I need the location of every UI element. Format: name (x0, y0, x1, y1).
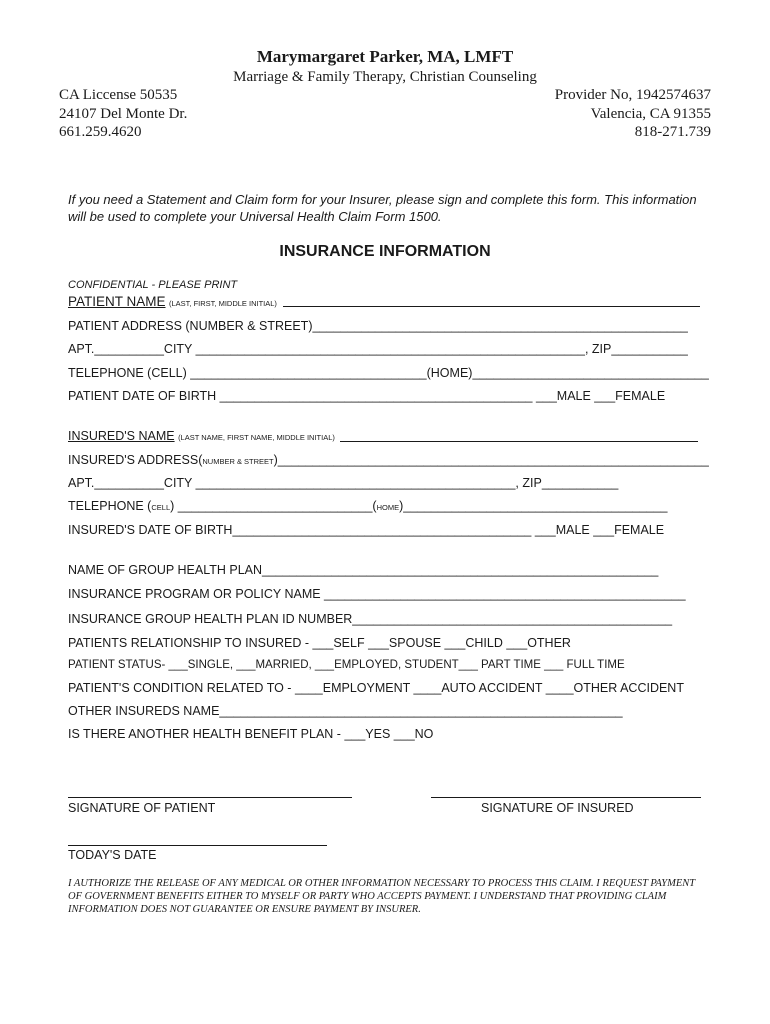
insured-apt-city-zip-field[interactable]: APT.__________CITY ______________________________________________, ZIP___________ (68, 476, 619, 490)
insured-home-line: )______________________________________ (399, 499, 668, 513)
insured-tel-label: TELEPHONE ( (68, 499, 152, 513)
insured-telephone-field[interactable] (68, 499, 667, 513)
patient-signature-line[interactable] (68, 797, 352, 798)
practitioner-name: Marymargaret Parker, MA, LMFT (256, 47, 514, 66)
section-heading: INSURANCE INFORMATION (279, 243, 491, 260)
insured-address-hint: NUMBER & STREET (202, 457, 274, 466)
license-number: CA Liccense 50535 (59, 87, 178, 103)
insured-address-line: )______________________________________________________________ (273, 453, 709, 467)
insured-cell-line: ) ____________________________( (170, 499, 377, 513)
insured-address-label: INSURED'S ADDRESS( (68, 453, 203, 467)
insured-signature-label: SIGNATURE OF INSURED (481, 801, 634, 815)
insured-address-field[interactable] (68, 453, 709, 467)
patient-status-field[interactable]: PATIENT STATUS- ___SINGLE, ___MARRIED, ___EMPLOYED, STUDENT___ PART TIME ___ FULL TIME (68, 659, 625, 671)
insured-cell-hint: CELL (151, 503, 171, 512)
patient-telephone-field[interactable]: TELEPHONE (CELL) __________________________________(HOME)__________________________________ (68, 366, 709, 380)
group-health-plan-field[interactable]: NAME OF GROUP HEALTH PLAN_________________________________________________________ (68, 563, 659, 577)
patient-address-field[interactable]: PATIENT ADDRESS (NUMBER & STREET)______________________________________________________ (68, 319, 688, 333)
authorization-text: I AUTHORIZE THE RELEASE OF ANY MEDICAL OR OTHER INFORMATION NECESSARY TO PROCESS THIS CLAIM. I REQUEST PAYMENT OF GOVERNMENT BENEFITS EITHER TO MYSELF OR PARTY WHO ACCEPTS PAYMENT. I UNDERSTAND THAT PROVIDING CLAIM INFORMATION DOES NOT GUARANTEE OR ENSURE PAYMENT BY INSURER. (68, 878, 695, 915)
phone-left: 661.259.4620 (59, 124, 142, 140)
practice-subtitle: Marriage & Family Therapy, Christian Counseling (233, 69, 537, 85)
patient-signature-label: SIGNATURE OF PATIENT (68, 801, 216, 815)
insured-name-hint: (LAST NAME, FIRST NAME, MIDDLE INITIAL) (178, 433, 335, 442)
other-insureds-field[interactable]: OTHER INSUREDS NAME__________________________________________________________ (68, 704, 623, 718)
relationship-field[interactable]: PATIENTS RELATIONSHIP TO INSURED - ___SELF ___SPOUSE ___CHILD ___OTHER (68, 636, 571, 650)
patient-dob-sex-field[interactable]: PATIENT DATE OF BIRTH _____________________________________________ ___MALE ___FEMALE (68, 389, 666, 403)
insured-name-label: INSURED'S NAME (68, 429, 175, 443)
street-address: 24107 Del Monte Dr. (59, 106, 188, 122)
todays-date-label: TODAY'S DATE (68, 848, 157, 862)
plan-id-field[interactable]: INSURANCE GROUP HEALTH PLAN ID NUMBER______________________________________________ (68, 612, 673, 626)
phone-right: 818-271.739 (634, 124, 711, 140)
confidential-note: CONFIDENTIAL - PLEASE PRINT (68, 279, 238, 291)
insured-home-hint: HOME (376, 503, 400, 512)
intro-text: If you need a Statement and Claim form for your Insurer, please sign and complete this form. This information will be used to complete your Universal Health Claim Form 1500. (68, 192, 697, 224)
condition-field[interactable]: PATIENT'S CONDITION RELATED TO - ____EMPLOYMENT ____AUTO ACCIDENT ____OTHER ACCIDENT (68, 681, 684, 695)
date-line[interactable] (68, 845, 327, 846)
insured-signature-line[interactable] (431, 797, 701, 798)
another-plan-field[interactable]: IS THERE ANOTHER HEALTH BENEFIT PLAN - ___YES ___NO (68, 727, 434, 741)
provider-number: Provider No, 1942574637 (554, 87, 711, 103)
patient-name-label: PATIENT NAME (68, 294, 166, 309)
patient-name-line[interactable] (283, 306, 700, 307)
patient-name-field[interactable] (68, 294, 277, 309)
insured-dob-sex-field[interactable]: INSURED'S DATE OF BIRTH___________________________________________ ___MALE ___FEMALE (68, 523, 665, 537)
patient-apt-city-zip-field[interactable]: APT.__________CITY ________________________________________________________, ZIP___________ (68, 342, 688, 356)
insured-name-field[interactable] (68, 429, 335, 443)
insured-name-line[interactable] (340, 441, 698, 442)
patient-name-hint: (LAST, FIRST, MIDDLE INITIAL) (169, 299, 277, 308)
city-state-zip: Valencia, CA 91355 (590, 106, 711, 122)
insurance-program-field[interactable]: INSURANCE PROGRAM OR POLICY NAME ____________________________________________________ (68, 587, 686, 601)
